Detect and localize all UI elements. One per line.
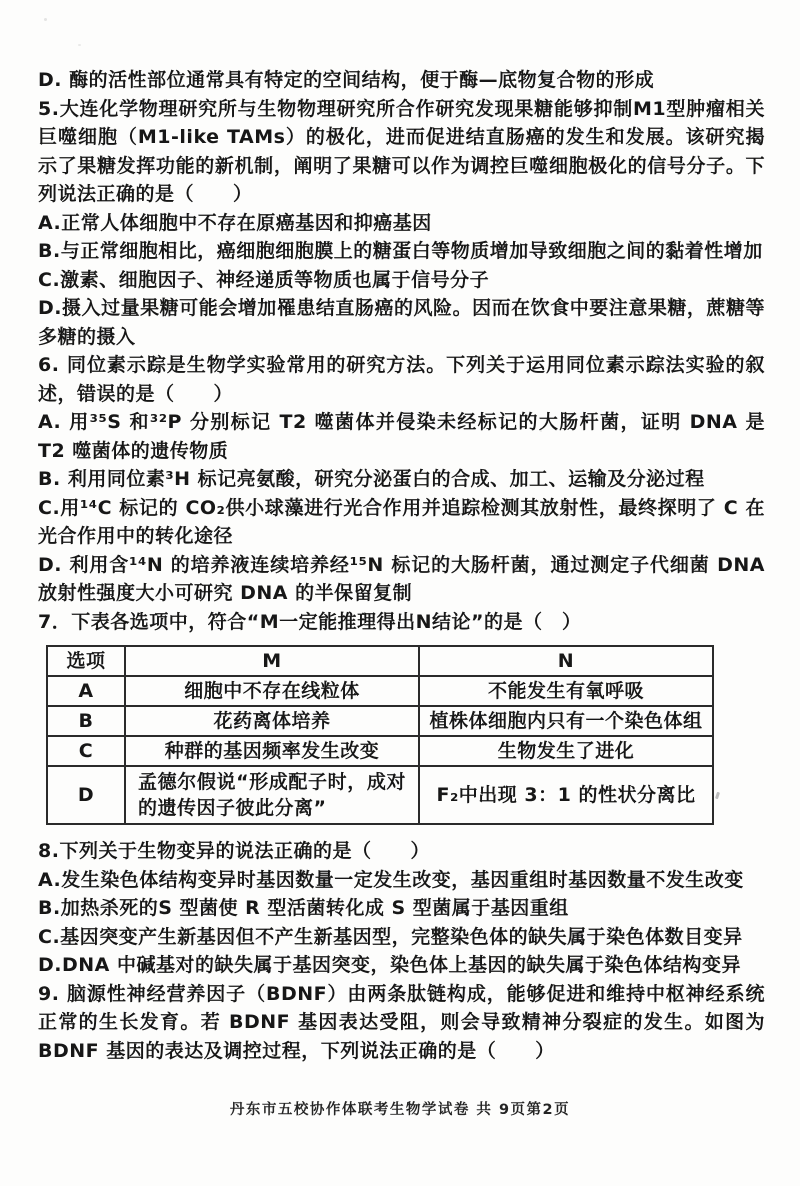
question-9-stem: 9. 脑源性神经营养因子（BDNF）由两条肽链构成，能够促进和维持中枢神经系统正常的生长发育。若 BDNF 基因表达受阻，则会导致精神分裂症的发生。如图为 BDNF 基因的表达及调控过程，下列说法正确的是（ ） bbox=[38, 982, 765, 1062]
question-4-option-d: D. 酶的活性部位通常具有特定的空间结构，便于酶—底物复合物的形成 bbox=[38, 69, 655, 91]
table-row bbox=[47, 676, 713, 706]
table-row bbox=[47, 706, 713, 736]
table-cell-m: 花药离体培养 bbox=[125, 706, 419, 736]
table-cell-n: 生物发生了进化 bbox=[419, 736, 713, 766]
question-6-option-d: D. 利用含¹⁴N 的培养液连续培养经¹⁵N 标记的大肠杆菌，通过测定子代细菌 DNA 放射性强度大小可研究 DNA 的半保留复制 bbox=[38, 553, 765, 604]
question-5-stem: 5.大连化学物理研究所与生物物理研究所合作研究发现果糖能够抑制M1型肿瘤相关巨噬细胞（M1-like TAMs）的极化，进而促进结直肠癌的发生和发展。该研究揭示了果糖发挥功能的新机制，阐明了果糖可以作为调控巨噬细胞极化的信号分子。下列说法正确的是（ ） bbox=[38, 97, 765, 205]
table-cell-n: F₂中出现 3：1 的性状分离比 bbox=[419, 766, 713, 824]
exam-body bbox=[38, 66, 765, 1065]
question-6-option-a: A. 用³⁵S 和³²P 分别标记 T2 噬菌体并侵染未经标记的大肠杆菌，证明 DNA 是 T2 噬菌体的遗传物质 bbox=[38, 411, 765, 462]
table-cell-n: 植株体细胞内只有一个染色体组 bbox=[419, 706, 713, 736]
table-cell-m: 细胞中不存在线粒体 bbox=[125, 676, 419, 706]
question-7-table bbox=[46, 645, 714, 825]
table-header-row bbox=[47, 646, 713, 676]
table-row bbox=[47, 766, 713, 824]
scan-speck bbox=[44, 18, 47, 21]
question-6-stem: 6. 同位素示踪是生物学实验常用的研究方法。下列关于运用同位素示踪法实验的叙述，错误的是（ ） bbox=[38, 354, 765, 405]
table-cell-option: D bbox=[47, 766, 125, 824]
question-5-option-a: A.正常人体细胞中不存在原癌基因和抑癌基因 bbox=[38, 211, 432, 234]
question-8-option-a: A.发生染色体结构变异时基因数量一定发生改变，基因重组时基因数量不发生改变 bbox=[38, 868, 744, 891]
page-footer: 丹东市五校协作体联考生物学试卷 共 9页第2页 bbox=[229, 1102, 571, 1118]
question-8-stem: 8.下列关于生物变异的说法正确的是（ ） bbox=[38, 840, 430, 862]
question-8-option-b: B.加热杀死的S 型菌使 R 型活菌转化成 S 型菌属于基因重组 bbox=[38, 897, 569, 919]
table-cell-n: 不能发生有氧呼吸 bbox=[419, 676, 713, 706]
table-cell-option: C bbox=[47, 736, 125, 766]
question-8-option-c: C.基因突变产生新基因但不产生新基因型，完整染色体的缺失属于染色体数目变异 bbox=[38, 925, 743, 948]
scan-speck bbox=[78, 44, 81, 46]
question-5-option-c: C.激素、细胞因子、神经递质等物质也属于信号分子 bbox=[38, 268, 490, 291]
question-5-option-d: D.摄入过量果糖可能会增加罹患结直肠癌的风险。因而在饮食中要注意果糖，蔗糖等多糖的摄入 bbox=[38, 297, 765, 348]
table-cell-m: 孟德尔假说“形成配子时，成对的遗传因子彼此分离” bbox=[125, 766, 419, 824]
table-header-option: 选项 bbox=[47, 646, 125, 676]
table-cell-option: B bbox=[47, 706, 125, 736]
question-6-option-c: C.用¹⁴C 标记的 CO₂供小球藻进行光合作用并追踪检测其放射性，最终探明了 C 在光合作用中的转化途径 bbox=[38, 496, 765, 547]
table-header-n: N bbox=[419, 646, 713, 676]
question-8-option-d: D.DNA 中碱基对的缺失属于基因突变，染色体上基因的缺失属于染色体结构变异 bbox=[38, 954, 741, 976]
table-cell-m: 种群的基因频率发生改变 bbox=[125, 736, 419, 766]
table-row bbox=[47, 736, 713, 766]
table-cell-option: A bbox=[47, 676, 125, 706]
table-header-m: M bbox=[125, 646, 419, 676]
question-7-stem: 7．下表各选项中，符合“M一定能推理得出N结论”的是（ ） bbox=[38, 610, 582, 633]
question-5-option-b: B.与正常细胞相比，癌细胞细胞膜上的糖蛋白等物质增加导致细胞之间的黏着性增加 bbox=[38, 240, 763, 262]
question-6-option-b: B. 利用同位素³H 标记亮氨酸，研究分泌蛋白的合成、加工、运输及分泌过程 bbox=[38, 468, 705, 490]
